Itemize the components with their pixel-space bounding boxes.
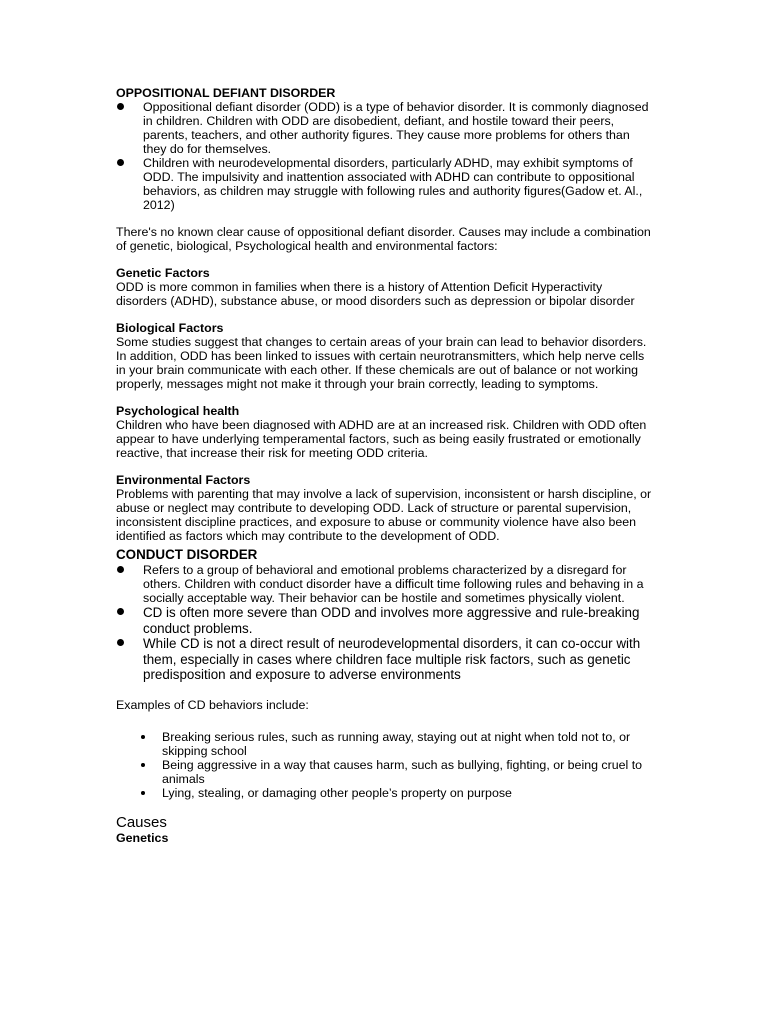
cd-bullet-3: While CD is not a direct result of neurodevelopmental disorders, it can co-occur with them, especially in cases where children face multiple risk factors, such as genetic predisposition and exposure to adverse environments: [116, 636, 656, 683]
biological-factors-title: Biological Factors: [116, 321, 224, 335]
cd-examples-list: [116, 730, 656, 800]
cd-examples-intro: Examples of CD behaviors include:: [116, 697, 309, 712]
cd-example-2: Being aggressive in a way that causes harm, such as bullying, fighting, or being cruel to animals: [116, 758, 656, 786]
cd-bullet-list: [116, 563, 656, 683]
genetic-factors-text: ODD is more common in families when there is a history of Attention Deficit Hyperactivity disorders (ADHD), substance abuse, or mood disorders such as depression or bipolar disorder: [116, 280, 635, 308]
environmental-factors-title: Environmental Factors: [116, 473, 251, 487]
cd-heading: CONDUCT DISORDER: [116, 547, 258, 562]
causes-heading: Causes: [116, 813, 167, 831]
odd-heading: OPPOSITIONAL DEFIANT DISORDER: [116, 86, 336, 100]
odd-bullet-2: Children with neurodevelopmental disorders, particularly ADHD, may exhibit symptoms of ODD. The impulsivity and inattention associated with ADHD can contribute to oppositional behaviors, as children may struggle with following rules and authority figures(Gadow et. Al., 2012): [116, 156, 656, 212]
odd-bullet-1: Oppositional defiant disorder (ODD) is a type of behavior disorder. It is commonly diagnosed in children. Children with ODD are disobedient, defiant, and hostile toward their peers, parents, teachers, and other authority figures. They cause more problems for others than they do for themselves.: [116, 100, 656, 156]
document-page: [116, 86, 656, 845]
genetic-factors-title: Genetic Factors: [116, 266, 210, 280]
biological-factors-text: Some studies suggest that changes to certain areas of your brain can lead to behavior disorders. In addition, ODD has been linked to issues with certain neurotransmitters, which help nerve cells in your brain communicate with each other. If these chemicals are out of balance or not working properly, messages might not make it through your brain correctly, leading to symptoms.: [116, 335, 647, 391]
cd-example-1: Breaking serious rules, such as running away, staying out at night when told not to, or skipping school: [116, 730, 656, 758]
odd-intro: There's no known clear cause of oppositional defiant disorder. Causes may include a combination of genetic, biological, Psychological health and environmental factors:: [116, 225, 651, 253]
psychological-health-text: Children who have been diagnosed with ADHD are at an increased risk. Children with ODD often appear to have underlying temperamental factors, such as being easily frustrated or emotionally reactive, that increase their risk for meeting ODD criteria.: [116, 418, 647, 460]
odd-bullet-list: [116, 100, 656, 212]
cd-example-3: Lying, stealing, or damaging other people’s property on purpose: [116, 786, 656, 800]
genetics-subheading: Genetics: [116, 830, 169, 845]
environmental-factors-text: Problems with parenting that may involve a lack of supervision, inconsistent or harsh discipline, or abuse or neglect may contribute to developing ODD. Lack of structure or parental supervision, inconsistent discipline practices, and exposure to abuse or community violence have also been identified as factors which may contribute to the development of ODD.: [116, 487, 652, 543]
psychological-health-title: Psychological health: [116, 404, 240, 418]
cd-bullet-1: Refers to a group of behavioral and emotional problems characterized by a disregard for others. Children with conduct disorder have a difficult time following rules and behaving in a socially acceptable way. Their behavior can be hostile and sometimes physically violent.: [116, 563, 656, 605]
cd-bullet-2: CD is often more severe than ODD and involves more aggressive and rule-breaking conduct problems.: [116, 605, 656, 636]
